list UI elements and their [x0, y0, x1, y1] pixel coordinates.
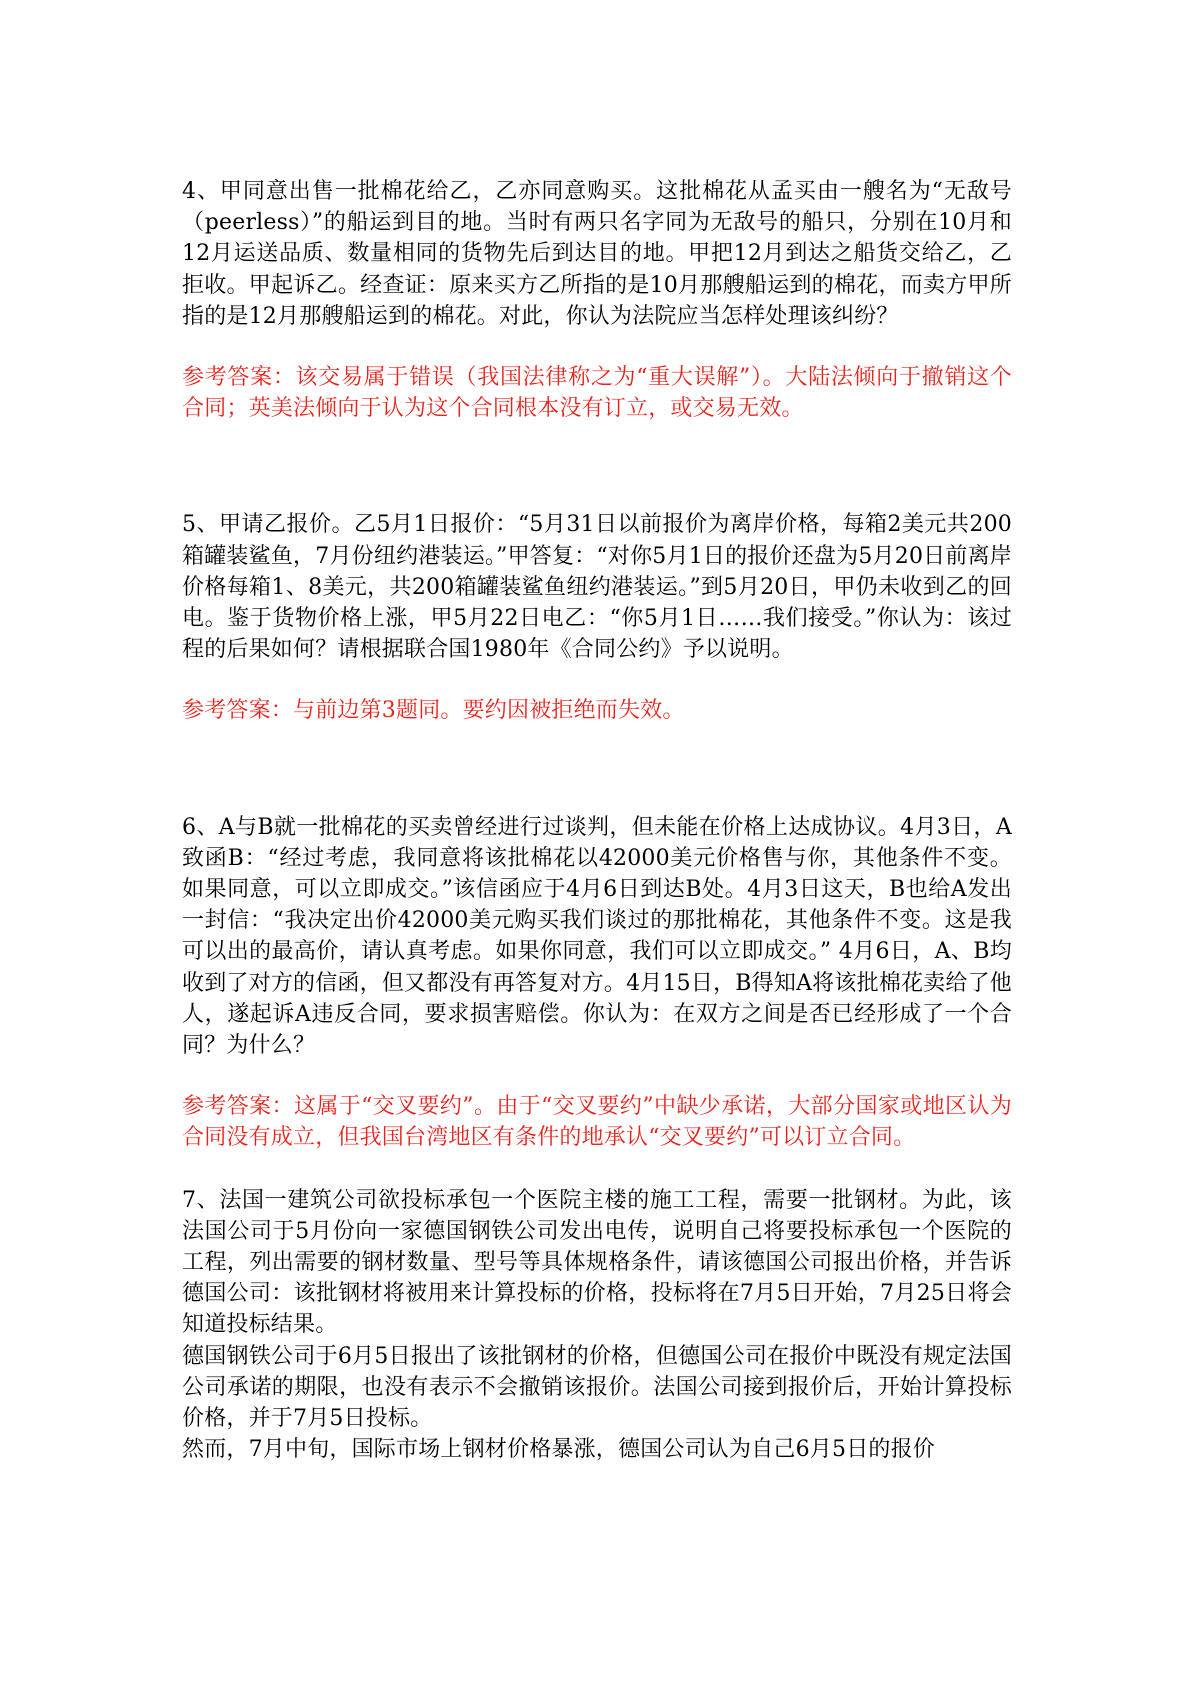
question-4-answer: 参考答案：该交易属于错误（我国法律称之为“重大误解”）。大陆法倾向于撤销这个合同；英美法倾向于认为这个合同根本没有订立，或交易无效。 — [182, 365, 1012, 422]
question-7-paragraph-1: 7、法国一建筑公司欲投标承包一个医院主楼的施工工程，需要一批钢材。为此，该法国公司于5月份向一家德国钢铁公司发出电传，说明自己将要投标承包一个医院的工程，列出需要的钢材数量、型号等具体规格条件，请该德国公司报出价格，并告诉德国公司：该批钢材将被用来计算投标的价格，投标将在7月5日开始，7月25日将会知道投标结果。 — [182, 1187, 1012, 1338]
question-4-text: 4、甲同意出售一批棉花给乙，乙亦同意购买。这批棉花从孟买由一艘名为“无敌号（peerless）”的船运到目的地。当时有两只名字同为无敌号的船只，分别在10月和12月运送品质、数量相同的货物先后到达目的地。甲把12月到达之船货交给乙，乙拒收。甲起诉乙。经查证：原来买方乙所指的是10月那艘船运到的棉花，而卖方甲所指的是12月那艘船运到的棉花。对此，你认为法院应当怎样处理该纠纷？ — [182, 179, 1012, 329]
question-5-text: 5、甲请乙报价。乙5月1日报价：“5月31日以前报价为离岸价格，每箱2美元共200箱罐装鲨鱼，7月份纽约港装运。”甲答复：“对你5月1日的报价还盘为5月20日前离岸价格每箱1、8美元，共200箱罐装鲨鱼纽约港装运。”到5月20日，甲仍未收到乙的回电。鉴于货物价格上涨，甲5月22日电乙：“你5月1日……我们接受。”你认为：该过程的后果如何？请根据联合国1980年《合同公约》予以说明。 — [182, 512, 1012, 663]
question-5-answer: 参考答案：与前边第3题同。要约因被拒绝而失效。 — [182, 698, 685, 724]
question-7-paragraph-3: 然而，7月中旬，国际市场上钢材价格暴涨，德国公司认为自己6月5日的报价 — [182, 1437, 935, 1463]
question-7-paragraph-2: 德国钢铁公司于6月5日报出了该批钢材的价格，但德国公司在报价中既没有规定法国公司承诺的期限，也没有表示不会撤销该报价。法国公司接到报价后，开始计算投标价格，并于7月5日投标。 — [182, 1343, 1012, 1432]
question-6-text: 6、A与B就一批棉花的买卖曾经进行过谈判，但未能在价格上达成协议。4月3日，A致函B：“经过考虑，我同意将该批棉花以42000美元价格售与你，其他条件不变。如果同意，可以立即成交。”该信函应于4月6日到达B处。4月3日这天，B也给A发出一封信：“我决定出价42000美元购买我们谈过的那批棉花，其他条件不变。这是我可以出的最高价，请认真考虑。如果你同意，我们可以立即成交。” 4月6日，A、B均收到了对方的信函，但又都没有再答复对方。4月15日，B得知A将该批棉花卖给了他人，遂起诉A违反合同，要求损害赔偿。你认为：在双方之间是否已经形成了一个合同？为什么？ — [182, 814, 1012, 1059]
text-column — [182, 176, 1012, 1466]
question-6-answer: 参考答案：这属于“交叉要约”。由于“交叉要约”中缺少承诺，大部分国家或地区认为合同没有成立，但我国台湾地区有条件的地承认“交叉要约”可以订立合同。 — [182, 1094, 1012, 1151]
